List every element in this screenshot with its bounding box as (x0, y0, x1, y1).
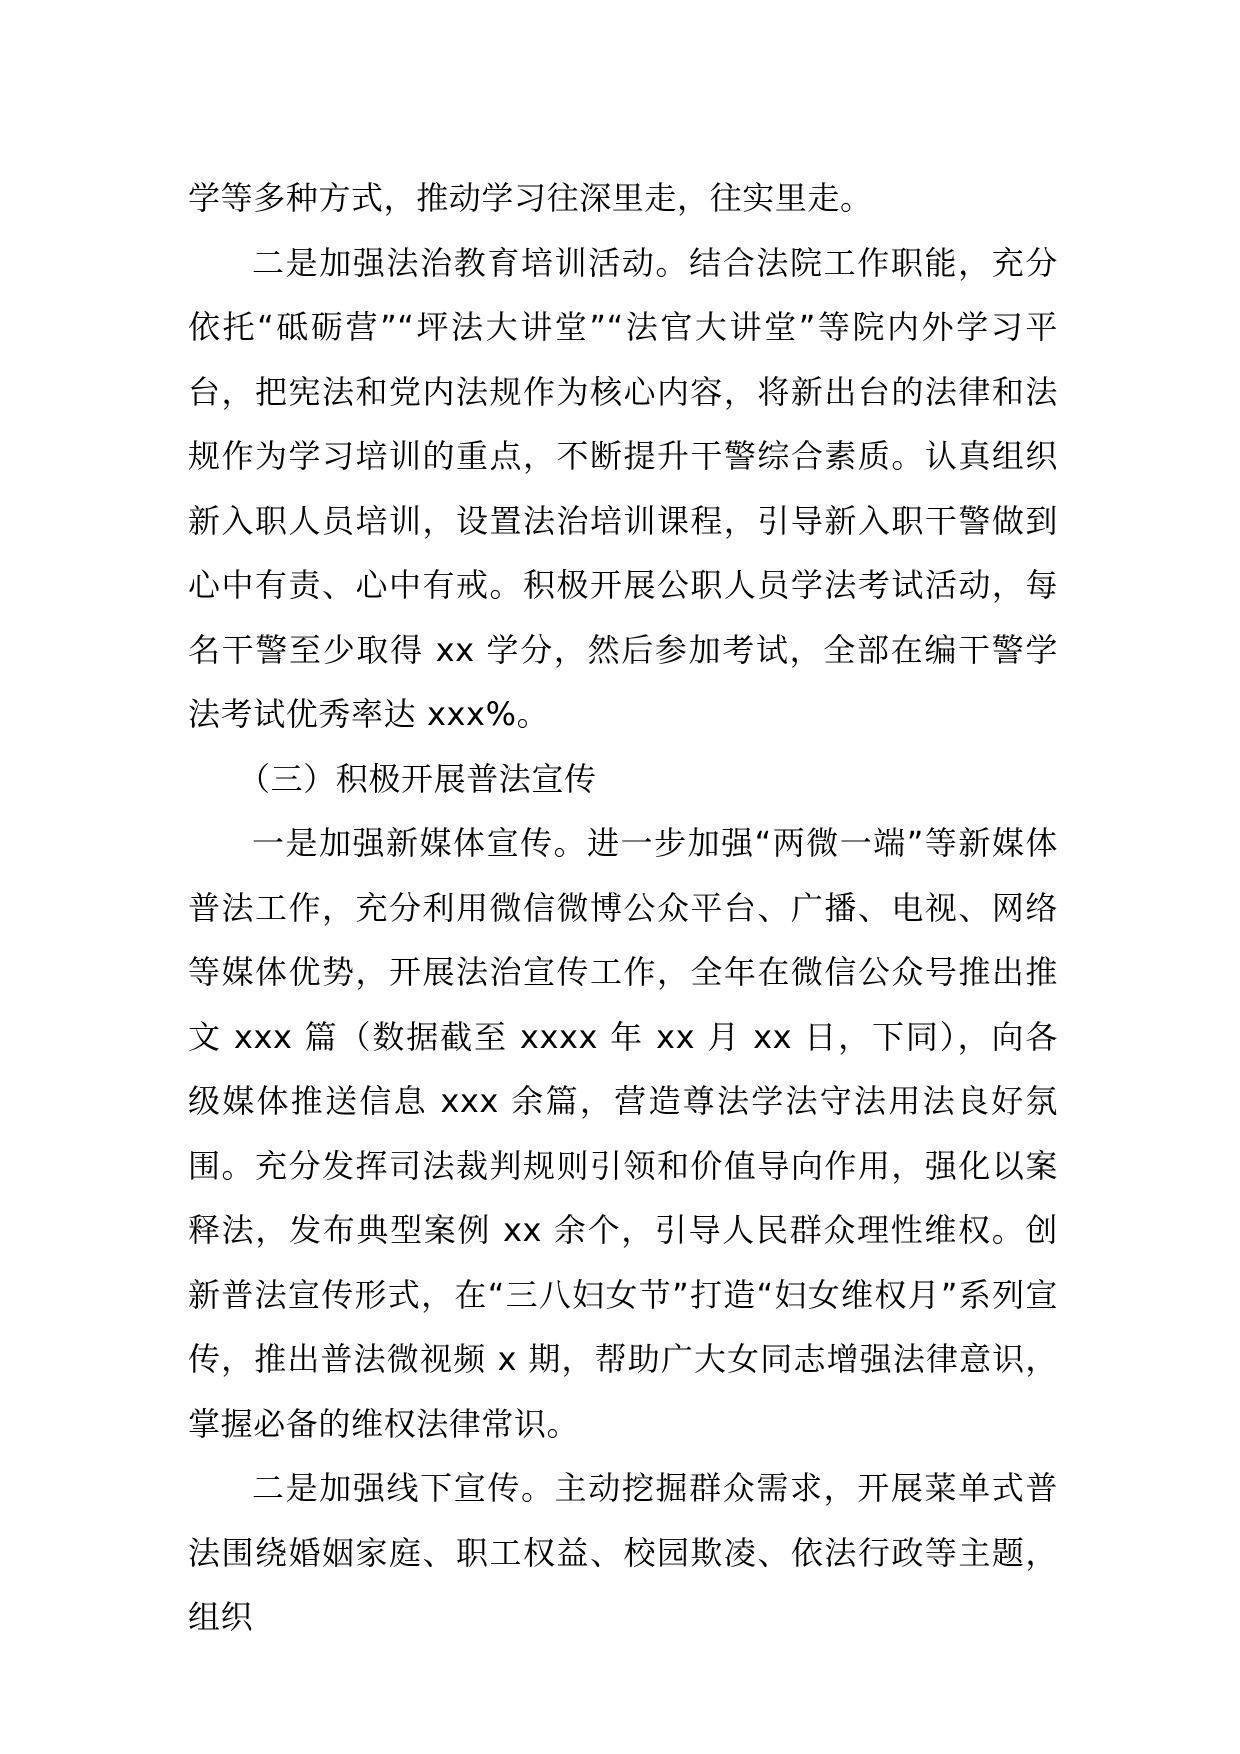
paragraph-continuation: 学等多种方式，推动学习往深里走，往实里走。 (188, 179, 873, 217)
document-body (188, 166, 1058, 1650)
paragraph-new-media: 一是加强新媒体宣传。进一步加强“两微一端”等新媒体普法工作，充分利用微信微博公众平台、广播、电视、网络等媒体优势，开展法治宣传工作，全年在微信公众号推出推文 xxx 篇（数据截至 xxxx 年 xx 月 xx 日，下同），向各级媒体推送信息 xxx 余篇，营造尊法学法守法用法良好氛围。充分发挥司法裁判规则引领和价值导向作用，强化以案释法，发布典型案例 xx 余个，引导人民群众理性维权。创新普法宣传形式，在“三八妇女节”打造“妇女维权月”系列宣传，推出普法微视频 x 期，帮助广大女同志增强法律意识，掌握必备的维权法律常识。 (188, 824, 1058, 1443)
section-heading-publicity: （三）积极开展普法宣传 (238, 759, 597, 798)
paragraph-legal-training: 二是加强法治教育培训活动。结合法院工作职能，充分依托“砥砺营”“坪法大讲堂”“法官大讲堂”等院内外学习平台，把宪法和党内法规作为核心内容，将新出台的法律和法规作为学习培训的重点，不断提升干警综合素质。认真组织新入职人员培训，设置法治培训课程，引导新入职干警做到心中有责、心中有戒。积极开展公职人员学法考试活动，每名干警至少取得 xx 学分，然后参加考试，全部在编干警学法考试优秀率达 xxx%。 (188, 243, 1058, 733)
paragraph-offline-publicity: 二是加强线下宣传。主动挖掘群众需求，开展菜单式普法围绕婚姻家庭、职工权益、校园欺凌、依法行政等主题，组织 (188, 1469, 1058, 1636)
